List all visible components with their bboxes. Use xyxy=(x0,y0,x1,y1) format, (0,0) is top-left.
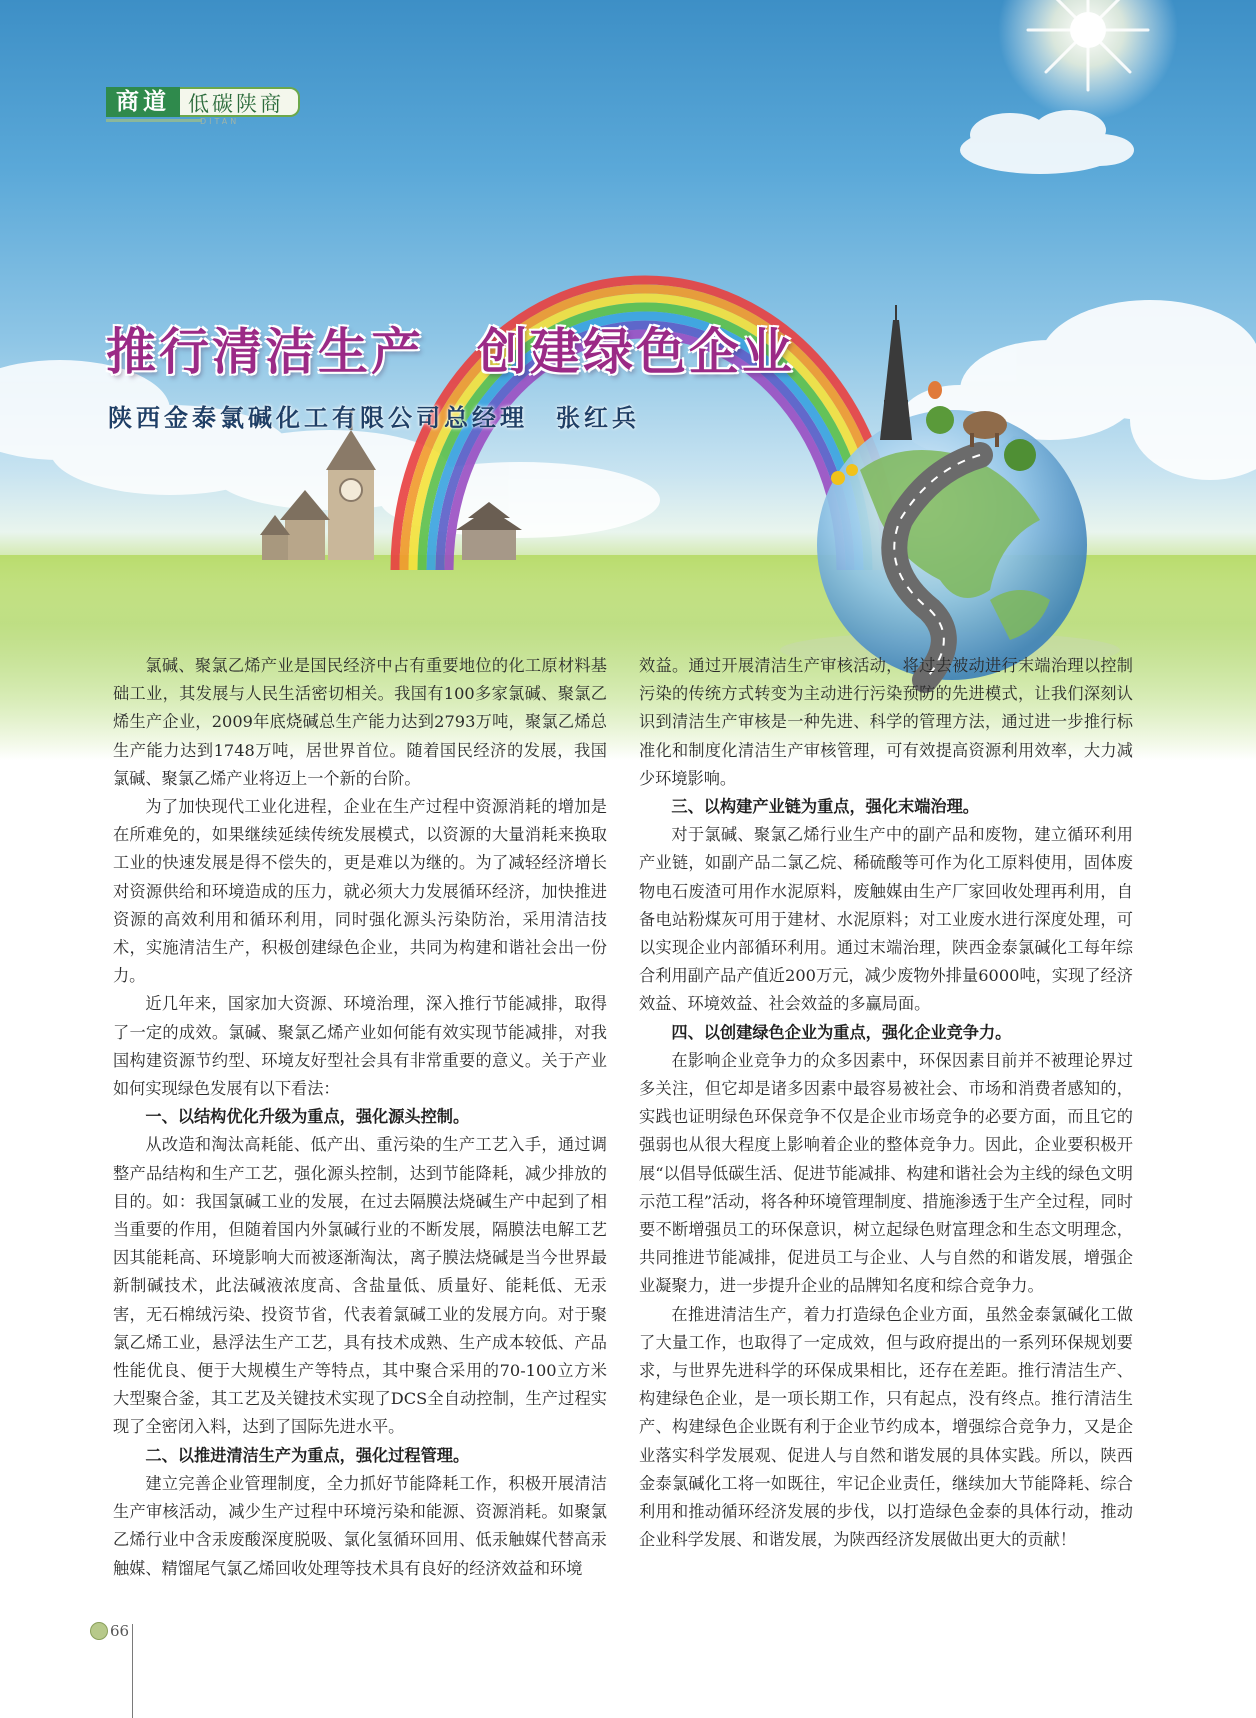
cloud-icon xyxy=(960,110,1134,174)
paragraph: 在影响企业竞争力的众多因素中，环保因素目前并不被理论界过多关注，但它却是诸多因素中最容易被社会、市场和消费者感知的，实践也证明绿色环保竞争不仅是企业市场竞争的必要方面，而且它的强弱也从很大程度上影响着企业的整体竞争力。因此，企业要积极开展“以倡导低碳生活、促进节能减排、构建和谐社会为主线的绿色文明示范工程”活动，将各种环境管理制度、措施渗透于生产全过程，同时要不断增强员工的环保意识，树立起绿色财富理念和生态文明理念，共同推进节能减排，促进员工与企业、人与自然的和谐发展，增强企业凝聚力，进一步提升企业的品牌知名度和综合竞争力。 xyxy=(639,1050,1133,1296)
right-column xyxy=(639,652,1133,1555)
section-en-label: DITAN xyxy=(200,117,240,126)
article-byline: 陕西金泰氯碱化工有限公司总经理 张红兵 xyxy=(108,404,640,432)
paragraph: 建立完善企业管理制度，全力抓好节能降耗工作，积极开展清洁生产审核活动，减少生产过程中环境污染和能源、资源消耗。如聚氯乙烯行业中含汞废酸深度脱吸、氯化氢循环回用、低汞触媒代替高汞触媒、精馏尾气氯乙烯回收处理等技术具有良好的经济效益和环境 xyxy=(113,1473,607,1578)
folio-leaf-icon xyxy=(90,1622,108,1640)
page-number: 66 xyxy=(110,1622,130,1640)
section-heading: 二、以推进清洁生产为重点，强化过程管理。 xyxy=(145,1445,470,1465)
paragraph: 氯碱、聚氯乙烯产业是国民经济中占有重要地位的化工原材料基础工业，其发展与人民生活密切相关。我国有100多家氯碱、聚氯乙烯生产企业，2009年底烧碱总生产能力达到2793万吨，聚氯乙烯总生产能力达到1748万吨，居世界首位。随着国民经济的发展，我国氯碱、聚氯乙烯产业将迈上一个新的台阶。 xyxy=(113,656,607,788)
paragraph: 从改造和淘汰高耗能、低产出、重污染的生产工艺入手，通过调整产品结构和生产工艺，强化源头控制，达到节能降耗，减少排放的目的。如：我国氯碱工业的发展，在过去隔膜法烧碱生产中起到了相当重要的作用，但随着国内外氯碱行业的不断发展，隔膜法电解工艺因其能耗高、环境影响大而被逐渐淘汰，离子膜法烧碱是当今世界最新制碱技术，此法碱液浓度高、含盐量低、质量好、能耗低、无汞害，无石棉绒污染、投资节省，代表着氯碱工业的发展方向。对于聚氯乙烯工业，悬浮法生产工艺，具有技术成熟、生产成本较低、产品性能优良、便于大规模生产等特点，其中聚合采用的70-100立方米大型聚合釜，其工艺及关键技术实现了DCS全自动控制，生产过程实现了全密闭入料，达到了国际先进水平。 xyxy=(113,1135,607,1437)
section-main-label: 商道 xyxy=(106,87,180,117)
paragraph-continued: 效益。通过开展清洁生产审核活动，将过去被动进行末端治理以控制污染的传统方式转变为主动进行污染预防的先进模式，让我们深刻认识到清洁生产审核是一种先进、科学的管理方法，通过进一步推行标准化和制度化清洁生产审核管理，可有效提高资源利用效率，大力减少环境影响。 xyxy=(639,656,1133,788)
section-sub-label: 低碳陕商 xyxy=(180,87,300,117)
section-underline xyxy=(106,119,202,122)
sun-icon xyxy=(998,0,1178,120)
folio-rule xyxy=(132,1624,133,1718)
paragraph: 近几年来，国家加大资源、环境治理，深入推行节能减排，取得了一定的成效。氯碱、聚氯乙烯产业如何能有效实现节能减排，对我国构建资源节约型、环境友好型社会具有非常重要的意义。关于产业如何实现绿色发展有以下看法： xyxy=(113,994,607,1099)
paragraph: 为了加快现代工业化进程，企业在生产过程中资源消耗的增加是在所难免的，如果继续延续传统发展模式，以资源的大量消耗来换取工业的快速发展是得不偿失的，更是难以为继的。为了减轻经济增长对资源供给和环境造成的压力，就必须大力发展循环经济，加快推进资源的高效利用和循环利用，同时强化源头污染防治，采用清洁技术，实施清洁生产，积极创建绿色企业，共同为构建和谐社会出一份力。 xyxy=(113,797,607,986)
left-column xyxy=(113,652,607,1583)
section-heading: 一、以结构优化升级为重点，强化源头控制。 xyxy=(145,1107,470,1127)
article-title: 推行清洁生产 创建绿色企业 xyxy=(106,323,795,381)
paragraph: 在推进清洁生产，着力打造绿色企业方面，虽然金泰氯碱化工做了大量工作，也取得了一定成效，但与政府提出的一系列环保规划要求，与世界先进科学的环保成果相比，还存在差距。推行清洁生产、构建绿色企业，是一项长期工作，只有起点，没有终点。推行清洁生产、构建绿色企业既有利于企业节约成本，增强综合竞争力，又是企业落实科学发展观、促进人与自然和谐发展的具体实践。所以，陕西金泰氯碱化工将一如既往，牢记企业责任，继续加大节能降耗、综合利用和推动循环经济发展的步伐，以打造绿色金泰的具体行动，推动企业科学发展、和谐发展，为陕西经济发展做出更大的贡献！ xyxy=(639,1304,1133,1550)
page-folio xyxy=(90,1622,129,1640)
section-tag xyxy=(106,87,300,117)
paragraph: 对于氯碱、聚氯乙烯行业生产中的副产品和废物，建立循环利用产业链，如副产品二氯乙烷、稀硫酸等可作为化工原料使用，固体废物电石废渣可用作水泥原料，废触媒由生产厂家回收处理再利用，自备电站粉煤灰可用于建材、水泥原料；对工业废水进行深度处理，可以实现企业内部循环利用。通过末端治理，陕西金泰氯碱化工每年综合利用副产品产值近200万元，减少废物外排量6000吨，实现了经济效益、环境效益、社会效益的多赢局面。 xyxy=(639,825,1133,1014)
section-heading: 四、以创建绿色企业为重点，强化企业竞争力。 xyxy=(671,1022,1012,1042)
section-heading: 三、以构建产业链为重点，强化末端治理。 xyxy=(671,797,979,817)
